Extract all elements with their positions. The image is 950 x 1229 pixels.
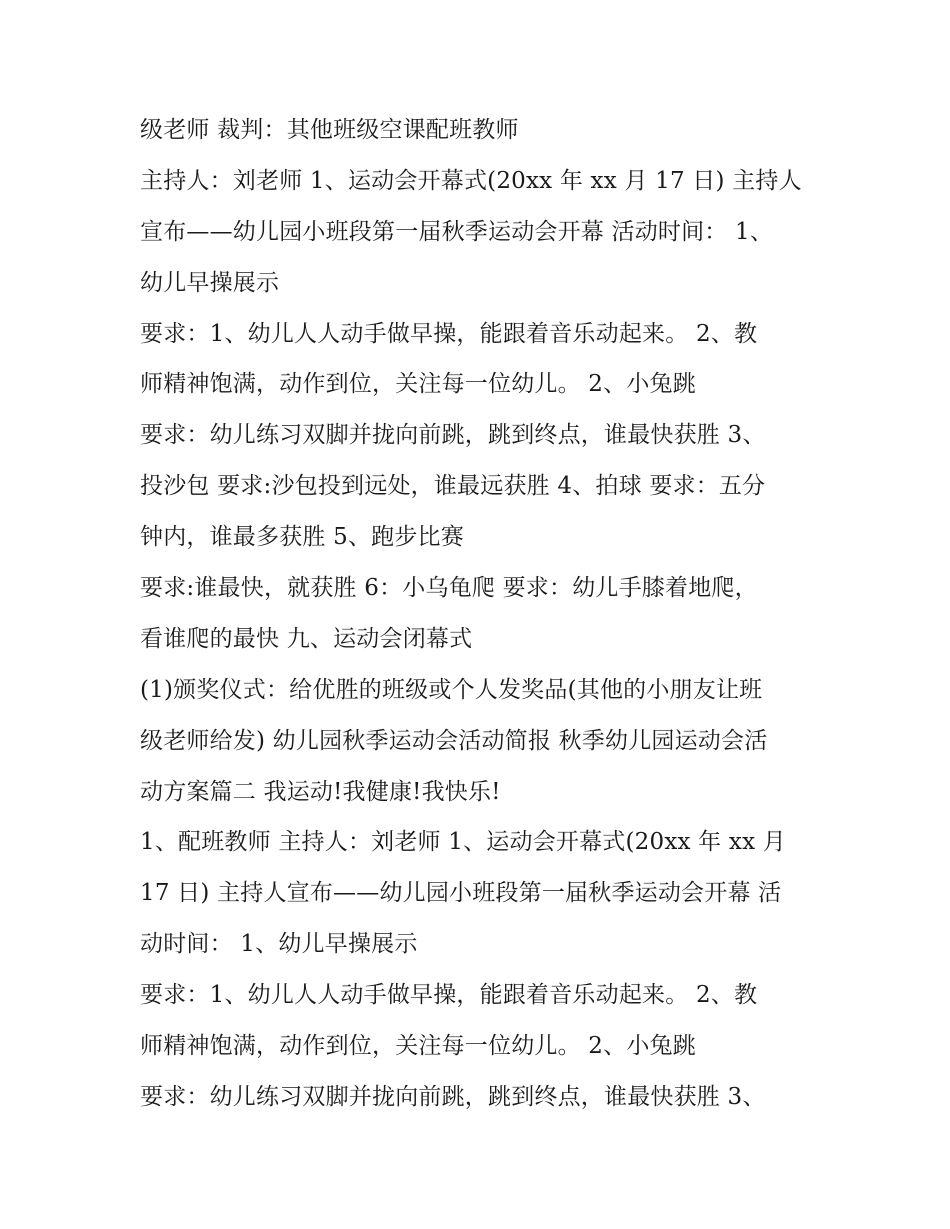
text-line: 1、配班教师 主持人：刘老师 1、运动会开幕式(20xx 年 xx 月	[140, 829, 786, 856]
text-line: 看谁爬的最快 九、运动会闭幕式	[140, 625, 473, 652]
text-line: 投沙包 要求:沙包投到远处，谁最远获胜 4、拍球 要求：五分	[140, 473, 766, 500]
text-line: 宣布——幼儿园小班段第一届秋季运动会开幕 活动时间： 1、	[140, 218, 774, 245]
text-line: 要求：幼儿练习双脚并拢向前跳，跳到终点，谁最快获胜 3、	[140, 422, 766, 449]
text-line: 要求:谁最快，就获胜 6：小乌龟爬 要求：幼儿手膝着地爬，	[140, 575, 758, 602]
body-text	[140, 105, 820, 1123]
text-line: 幼儿早操展示	[140, 269, 280, 296]
text-line: 17 日) 主持人宣布——幼儿园小班段第一届秋季运动会开幕 活	[140, 880, 782, 907]
text-line: 要求：1、幼儿人人动手做早操，能跟着音乐动起来。 2、教	[140, 982, 758, 1009]
text-line: 主持人：刘老师 1、运动会开幕式(20xx 年 xx 月 17 日) 主持人	[140, 167, 802, 194]
text-line: 师精神饱满，动作到位，关注每一位幼儿。 2、小兔跳	[140, 371, 696, 398]
text-line: 级老师给发) 幼儿园秋季运动会活动简报 秋季幼儿园运动会活	[140, 727, 768, 754]
text-line: 师精神饱满，动作到位，关注每一位幼儿。 2、小兔跳	[140, 1033, 696, 1060]
text-line: 动方案篇二 我运动!我健康!我快乐!	[140, 778, 501, 805]
text-line: 动时间： 1、幼儿早操展示	[140, 931, 418, 958]
text-line: 要求：幼儿练习双脚并拢向前跳，跳到终点，谁最快获胜 3、	[140, 1083, 766, 1110]
text-line: 要求：1、幼儿人人动手做早操，能跟着音乐动起来。 2、教	[140, 320, 758, 347]
text-line: 级老师 裁判：其他班级空课配班教师	[140, 117, 519, 143]
text-line: 钟内，谁最多获胜 5、跑步比赛	[140, 524, 464, 551]
text-line: (1)颁奖仪式：给优胜的班级或个人发奖品(其他的小朋友让班	[140, 676, 763, 703]
